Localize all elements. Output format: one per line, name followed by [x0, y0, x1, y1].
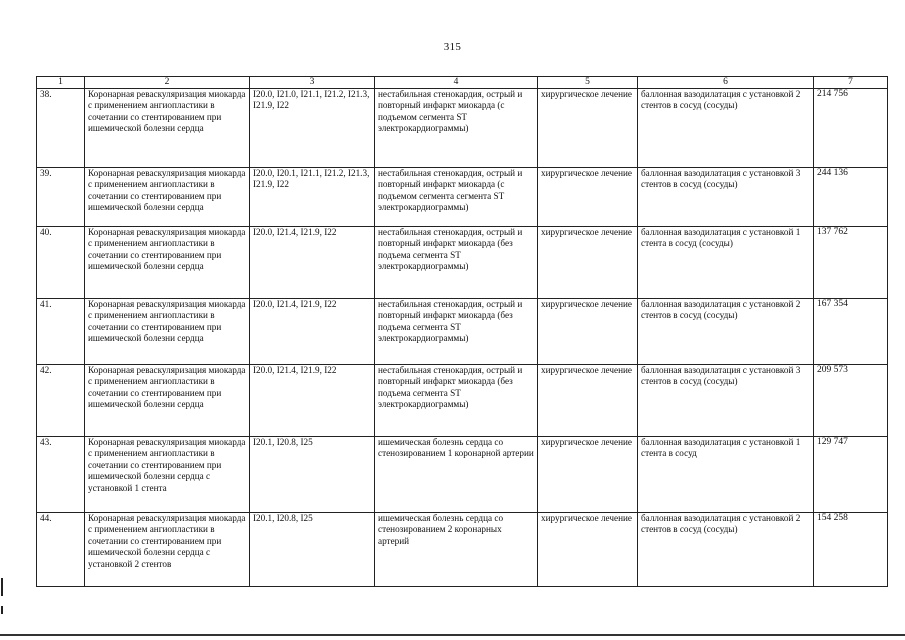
icd-codes: I20.1, I20.8, I25 — [250, 513, 375, 587]
table-row — [37, 168, 888, 227]
row-number: 44. — [37, 513, 85, 587]
service-name: Коронарная реваскуляризация миокарда с применением ангиопластики в сочетании со стентированием при ишемической болезни сердца — [85, 365, 250, 437]
column-number-row — [37, 77, 888, 89]
patient-model: нестабильная стенокардия, острый и повторный инфаркт миокарда (без подъема сегмента ST электрокардиограммы) — [375, 227, 538, 299]
service-name: Коронарная реваскуляризация миокарда с применением ангиопластики в сочетании со стентированием при ишемической болезни сердца — [85, 89, 250, 168]
icd-codes: I20.0, I21.4, I21.9, I22 — [250, 299, 375, 365]
row-number: 41. — [37, 299, 85, 365]
row-number: 39. — [37, 168, 85, 227]
patient-model: нестабильная стенокардия, острый и повторный инфаркт миокарда (без подъема сегмента ST электрокардиограммы) — [375, 299, 538, 365]
price: 214 756 — [814, 89, 888, 168]
service-name: Коронарная реваскуляризация миокарда с применением ангиопластики в сочетании со стентированием при ишемической болезни сердца — [85, 168, 250, 227]
column-header: 1 — [37, 77, 85, 89]
treatment-type: хирургическое лечение — [538, 299, 638, 365]
patient-model: ишемическая болезнь сердца со стенозированием 1 коронарной артерии — [375, 437, 538, 513]
table-row — [37, 299, 888, 365]
icd-codes: I20.0, I21.0, I21.1, I21.2, I21.3, I21.9, I22 — [250, 89, 375, 168]
column-header: 3 — [250, 77, 375, 89]
patient-model: нестабильная стенокардия, острый и повторный инфаркт миокарда (с подъемом сегмента ST электрокардиограммы) — [375, 89, 538, 168]
column-header: 7 — [814, 77, 888, 89]
column-header: 6 — [638, 77, 814, 89]
patient-model: ишемическая болезнь сердца со стенозированием 2 коронарных артерий — [375, 513, 538, 587]
column-header: 2 — [85, 77, 250, 89]
table-row — [37, 227, 888, 299]
service-name: Коронарная реваскуляризация миокарда с применением ангиопластики в сочетании со стентированием при ишемической болезни сердца — [85, 299, 250, 365]
price: 209 573 — [814, 365, 888, 437]
services-table — [36, 76, 888, 587]
patient-model: нестабильная стенокардия, острый и повторный инфаркт миокарда (с подъемом сегмента сегмента ST электрокардиограммы) — [375, 168, 538, 227]
price: 167 354 — [814, 299, 888, 365]
table-row — [37, 513, 888, 587]
treatment-method: баллонная вазодилатация с установкой 2 стентов в сосуд (сосуды) — [638, 513, 814, 587]
treatment-method: баллонная вазодилатация с установкой 1 стента в сосуд (сосуды) — [638, 227, 814, 299]
patient-model: нестабильная стенокардия, острый и повторный инфаркт миокарда (без подъема сегмента ST электрокардиограммы) — [375, 365, 538, 437]
treatment-type: хирургическое лечение — [538, 513, 638, 587]
page-number: 315 — [443, 41, 462, 53]
icd-codes: I20.1, I20.8, I25 — [250, 437, 375, 513]
treatment-type: хирургическое лечение — [538, 365, 638, 437]
treatment-method: баллонная вазодилатация с установкой 3 стентов в сосуд (сосуды) — [638, 365, 814, 437]
treatment-type: хирургическое лечение — [538, 168, 638, 227]
service-name: Коронарная реваскуляризация миокарда с применением ангиопластики в сочетании со стентированием при ишемической болезни сердца — [85, 227, 250, 299]
price: 137 762 — [814, 227, 888, 299]
treatment-type: хирургическое лечение — [538, 437, 638, 513]
treatment-method: баллонная вазодилатация с установкой 3 стентов в сосуд (сосуды) — [638, 168, 814, 227]
service-name: Коронарная реваскуляризация миокарда с применением ангиопластики в сочетании со стентированием при ишемической болезни сердца с установкой 2 стентов — [85, 513, 250, 587]
price: 154 258 — [814, 513, 888, 587]
treatment-method: баллонная вазодилатация с установкой 2 стентов в сосуд (сосуды) — [638, 89, 814, 168]
table-row — [37, 89, 888, 168]
table-row — [37, 365, 888, 437]
column-header: 4 — [375, 77, 538, 89]
treatment-type: хирургическое лечение — [538, 89, 638, 168]
icd-codes: I20.0, I20.1, I21.1, I21.2, I21.3, I21.9, I22 — [250, 168, 375, 227]
row-number: 43. — [37, 437, 85, 513]
service-name: Коронарная реваскуляризация миокарда с применением ангиопластики в сочетании со стентированием при ишемической болезни сердца с установкой 1 стента — [85, 437, 250, 513]
price: 244 136 — [814, 168, 888, 227]
price: 129 747 — [814, 437, 888, 513]
row-number: 38. — [37, 89, 85, 168]
icd-codes: I20.0, I21.4, I21.9, I22 — [250, 227, 375, 299]
table-row — [37, 437, 888, 513]
row-number: 40. — [37, 227, 85, 299]
scan-bottom-edge — [0, 634, 905, 636]
column-header: 5 — [538, 77, 638, 89]
treatment-type: хирургическое лечение — [538, 227, 638, 299]
icd-codes: I20.0, I21.4, I21.9, I22 — [250, 365, 375, 437]
treatment-method: баллонная вазодилатация с установкой 1 стента в сосуд — [638, 437, 814, 513]
row-number: 42. — [37, 365, 85, 437]
scan-edge-mark — [1, 578, 3, 596]
treatment-method: баллонная вазодилатация с установкой 2 стентов в сосуд (сосуды) — [638, 299, 814, 365]
scan-edge-mark — [1, 606, 3, 614]
